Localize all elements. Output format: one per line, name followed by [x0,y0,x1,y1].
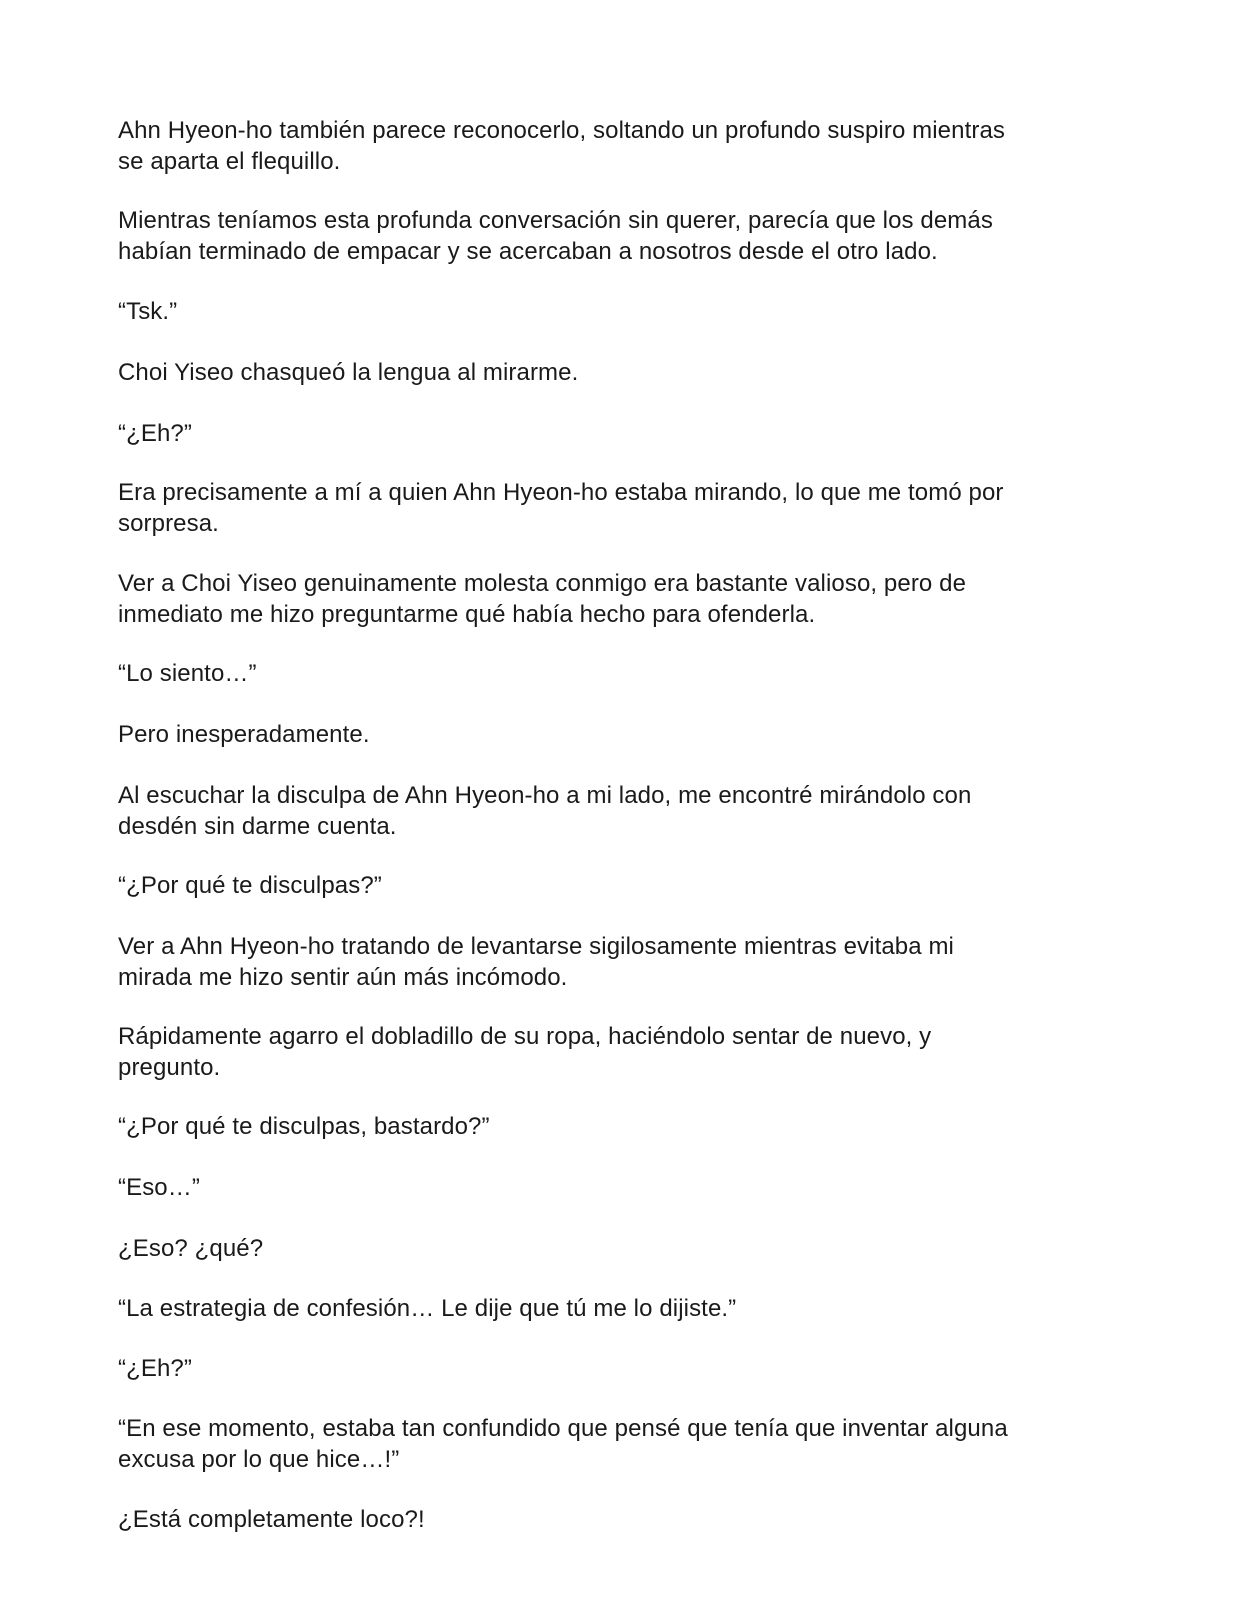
paragraph-5: “¿Eh?” [118,420,192,447]
paragraph-6: Era precisamente a mí a quien Ahn Hyeon-ho estaba mirando, lo que me tomó por sorpresa. [118,479,1004,537]
paragraph-7: Ver a Choi Yiseo genuinamente molesta conmigo era bastante valioso, pero de inmediato me hizo preguntarme qué había hecho para ofenderla. [118,570,967,628]
paragraph-20: ¿Está completamente loco?! [118,1506,425,1533]
paragraph-3: “Tsk.” [118,298,178,325]
paragraph-15: “Eso…” [118,1174,200,1201]
paragraph-9: Pero inesperadamente. [118,721,370,748]
paragraph-16: ¿Eso? ¿qué? [118,1235,264,1262]
paragraph-8: “Lo siento…” [118,660,257,687]
paragraph-19: “En ese momento, estaba tan confundido que pensé que tenía que inventar alguna excusa por lo que hice…!” [118,1415,1008,1473]
paragraph-17: “La estrategia de confesión… Le dije que tú me lo dijiste.” [118,1295,737,1322]
paragraph-14: “¿Por qué te disculpas, bastardo?” [118,1113,490,1140]
paragraph-4: Choi Yiseo chasqueó la lengua al mirarme. [118,359,579,386]
paragraph-12: Ver a Ahn Hyeon-ho tratando de levantarse sigilosamente mientras evitaba mi mirada me hizo sentir aún más incómodo. [118,933,954,991]
paragraph-13: Rápidamente agarro el dobladillo de su ropa, haciéndolo sentar de nuevo, y pregunto. [118,1023,932,1081]
paragraph-1: Ahn Hyeon-ho también parece reconocerlo, soltando un profundo suspiro mientras se aparta el flequillo. [118,117,1005,175]
paragraph-11: “¿Por qué te disculpas?” [118,872,382,899]
paragraph-10: Al escuchar la disculpa de Ahn Hyeon-ho a mi lado, me encontré mirándolo con desdén sin darme cuenta. [118,782,972,840]
paragraph-2: Mientras teníamos esta profunda conversación sin querer, parecía que los demás habían terminado de empacar y se acercaban a nosotros desde el otro lado. [118,207,993,265]
paragraph-18: “¿Eh?” [118,1355,192,1382]
